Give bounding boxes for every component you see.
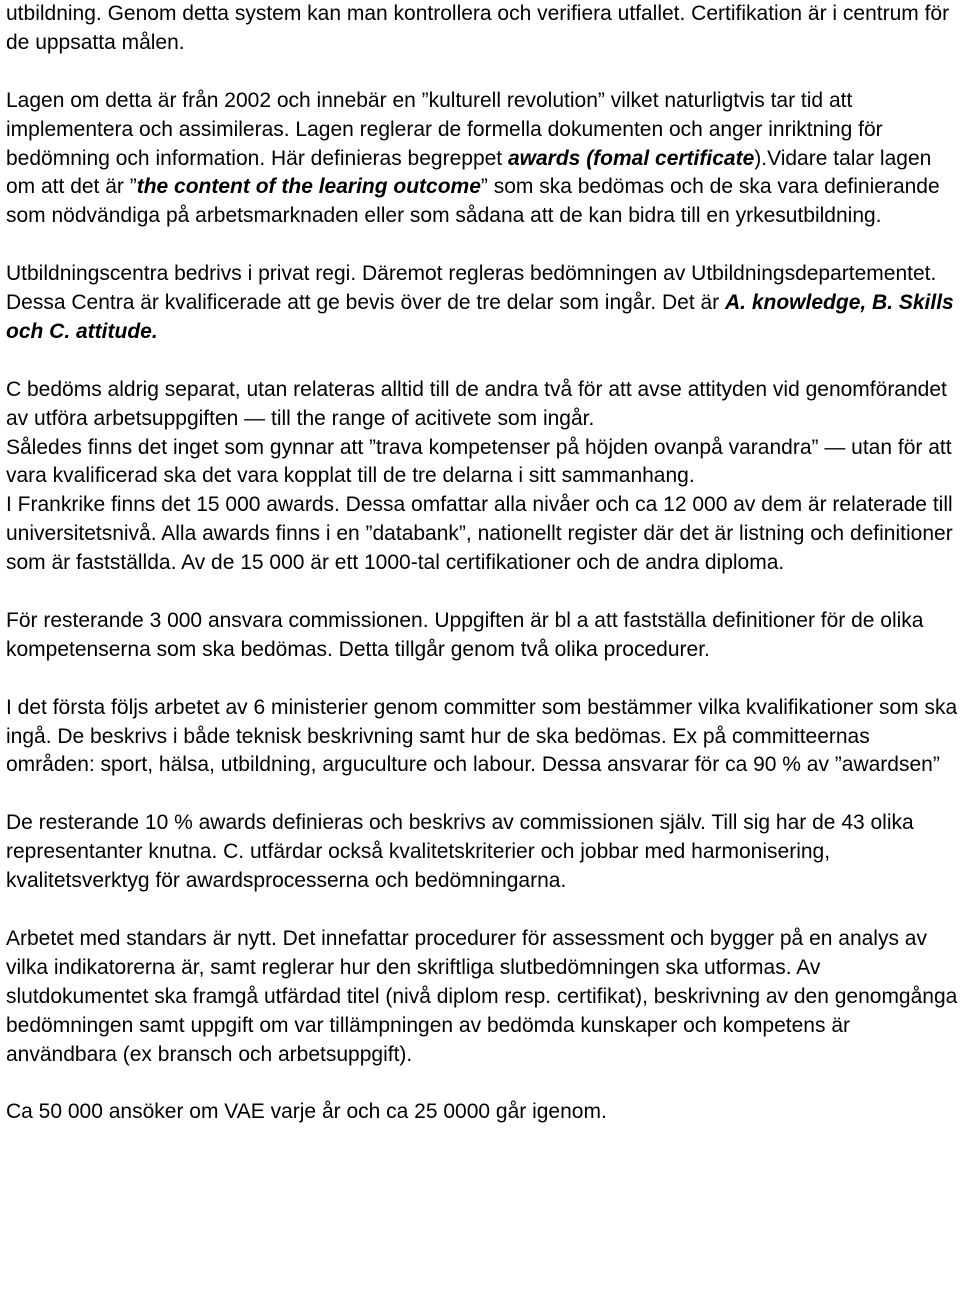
paragraph-commission-3000 (6, 607, 960, 665)
paragraph-text: Således finns det inget som gynnar att ”trava kompetenser på höjden ovanpå varandra” — utan för att vara kvalificerad ska det vara kopplat till de tre delarna i sitt sammanhang. (6, 435, 952, 488)
paragraph-text: ).Vidare talar lagen om att det är ” (6, 146, 932, 199)
paragraph-spacer (6, 896, 960, 925)
paragraph-training-centres (6, 260, 960, 347)
paragraph-spacer (6, 347, 960, 376)
paragraph-text: utbildning. Genom detta system kan man kontrollera och verifiera utfallet. Certifikation är i centrum för de uppsatta målen. (6, 2, 950, 54)
paragraph-spacer (6, 1069, 960, 1098)
paragraph-c-assessment (6, 376, 960, 434)
paragraph-spacer (6, 58, 960, 87)
paragraph-spacer (6, 578, 960, 607)
paragraph-spacer (6, 780, 960, 809)
paragraph-law-2002 (6, 87, 960, 232)
paragraph-competence-stacking (6, 434, 960, 492)
document-page (6, 0, 960, 1127)
emphasis-learning-outcome: the content of the learing outcome (136, 175, 481, 199)
paragraph-text: Arbetet med standars är nytt. Det innefattar procedurer för assessment och bygger på en analys av vilka indikatorerna är, samt reglerar hur den skriftliga slutbedömningen ska utformas. Av slutdokumentet ska framgå utfärdad titel (nivå diplom resp. certifikat), beskrivning av den genomgånga bedömningen samt uppgift om var tillämpningen av bedömda kunskaper och kompetens är användbara (ex bransch och arbetsuppgift). (6, 926, 958, 1066)
paragraph-france-awards (6, 491, 960, 578)
paragraph-text: Ca 50 000 ansöker om VAE varje år och ca 25 0000 går igenom. (6, 1100, 607, 1124)
paragraph-text: De resterande 10 % awards definieras och beskrivs av commissionen själv. Till sig har de 43 olika representanter knutna. C. utfärdar också kvalitetskriterier och jobbar med harmonisering, kvalitetsverktyg för awardsprocesserna och bedömningarna. (6, 811, 914, 893)
paragraph-text: C bedöms aldrig separat, utan relateras alltid till de andra två för att avse attityden vid genomförandet av utföra arbetsuppgiften — till the range of acitivete som ingår. (6, 377, 947, 430)
paragraph-text: Lagen om detta är från 2002 och innebär en ”kulturell revolution” vilket naturligtvis tar tid att implementera och assimileras. Lagen reglerar de formella dokumenten och anger inriktning för bedömning och information. Här definieras begreppet (6, 88, 883, 170)
emphasis-awards-term: awards (fomal certificate (507, 146, 755, 170)
paragraph-six-ministries (6, 694, 960, 781)
paragraph-text: ” som ska bedömas och de ska vara definierande som nödvändiga på arbetsmarknaden eller som sådana att de kan bidra till en yrkesutbildning. (6, 175, 940, 228)
emphasis-knowledge-skills-attitude: A. knowledge, B. Skills och C. attitude. (6, 291, 954, 343)
paragraph-certification-intro (6, 0, 960, 58)
paragraph-remaining-10-percent (6, 809, 960, 896)
paragraph-spacer (6, 231, 960, 260)
paragraph-text: För resterande 3 000 ansvara commissionen. Uppgiften är bl a att fastställa definitioner för de olika kompetenserna som ska bedömas. Detta tillgår genom två olika procedurer. (6, 608, 924, 661)
paragraph-text: I det första följs arbetet av 6 ministerier genom committer som bestämmer vilka kvalifikationer som ska ingå. De beskrivs i både teknisk beskrivning samt hur de ska bedömas. Ex på committeernas områden: sport, hälsa, utbildning, arguculture och labour. Dessa ansvarar för ca 90 % av ”awardsen” (6, 695, 958, 777)
paragraph-vae-applicants (6, 1098, 960, 1127)
paragraph-standards-work (6, 925, 960, 1070)
paragraph-spacer (6, 665, 960, 694)
paragraph-text: I Frankrike finns det 15 000 awards. Dessa omfattar alla nivåer och ca 12 000 av dem är relaterade till universitetsnivå. Alla awards finns i en ”databank”, nationellt register där det är listning och definitioner som är fastställda. Av de 15 000 är ett 1000-tal certifikationer och de andra diploma. (6, 493, 953, 575)
paragraph-text: Utbildningscentra bedrivs i privat regi. Däremot regleras bedömningen av Utbildningsdepartementet. Dessa Centra är kvalificerade att ge bevis över de tre delar som ingår. Det är (6, 262, 937, 315)
